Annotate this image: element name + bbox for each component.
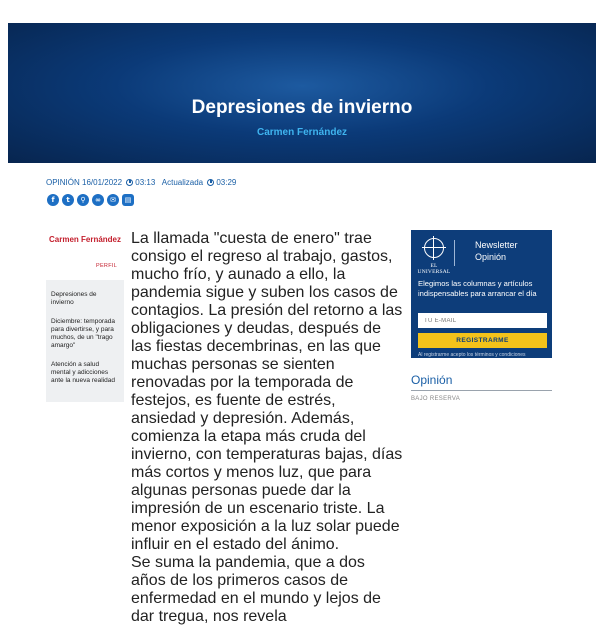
share-bar (47, 194, 134, 206)
updated-time: 03:29 (216, 178, 237, 187)
related-articles-list (46, 280, 124, 402)
share-icon[interactable]: ⚲ (77, 194, 89, 206)
newsletter-title (475, 239, 518, 263)
divider (454, 240, 455, 266)
updated-label: Actualizada (161, 178, 204, 187)
clock-icon (207, 179, 214, 186)
email-field[interactable] (418, 313, 547, 328)
terms-text: Al registrarme acepto los términos y condiciones (418, 352, 526, 358)
register-button[interactable]: REGISTRARME (418, 333, 547, 348)
article-author-link[interactable]: Carmen Fernández (256, 127, 348, 138)
related-article-link[interactable]: Depresiones de invierno (51, 291, 97, 306)
newsletter-signup-box (411, 230, 552, 358)
clock-icon (126, 179, 133, 186)
related-article-link[interactable]: Diciembre: temporada para divertirse, y para muchos, de un "trago amargo" (51, 318, 115, 349)
print-icon[interactable]: ▤ (122, 194, 134, 206)
article-body (131, 230, 403, 625)
author-profile-link[interactable]: PERFIL (96, 263, 118, 269)
opinion-subsection-label[interactable]: BAJO RESERVA (411, 396, 461, 402)
newsletter-description: Elegimos las columnas y artículos indispensables para arrancar el día (418, 279, 537, 298)
article-paragraph: Se suma la pandemia, que a dos años de los primeros casos de enfermedad en el mundo y lejos de dar tregua, nos revela (131, 554, 381, 625)
section-date: OPINIÓN 16/01/2022 (46, 178, 123, 187)
author-name-link[interactable]: Carmen Fernández (48, 235, 122, 244)
newsletter-title-line2: Opinión (475, 252, 507, 262)
article-paragraph: La llamada "cuesta de enero" trae consigo el regreso al trabajo, gastos, mucho frío, y aunado a ello, la pandemia sigue y suben los casos de contagios. La presión del retorno a las obligaciones y deudas, después de las fiestas decembrinas, en las que muchas personas se sienten renovadas por la temporada de festejos, es fuente de estrés, ansiedad y depresión. Además, comienza la etapa más cruda del invierno, con temperaturas bajas, días más cortos y menos luz, que para algunas personas puede dar la impresión de un escenario triste. La menor exposición a la luz solar puede influir en el estado del ánimo. (131, 230, 403, 553)
el-universal-logo (417, 238, 451, 275)
email-icon[interactable]: ✉ (107, 194, 119, 206)
twitter-icon[interactable]: t (62, 194, 74, 206)
brand-name: EL UNIVERSAL (417, 263, 451, 275)
newsletter-title-line1: Newsletter (475, 240, 518, 250)
globe-icon (424, 238, 444, 258)
article-hero-banner (8, 23, 596, 163)
published-time: 03:13 (135, 178, 156, 187)
article-meta (46, 178, 238, 187)
link-icon[interactable]: ∞ (92, 194, 104, 206)
author-box (46, 235, 124, 269)
article-title: Depresiones de invierno (191, 97, 413, 118)
related-article-link[interactable]: Atención a salud mental y adicciones ante la nueva realidad (51, 361, 115, 384)
opinion-section-heading[interactable]: Opinión (411, 373, 552, 391)
facebook-icon[interactable]: f (47, 194, 59, 206)
